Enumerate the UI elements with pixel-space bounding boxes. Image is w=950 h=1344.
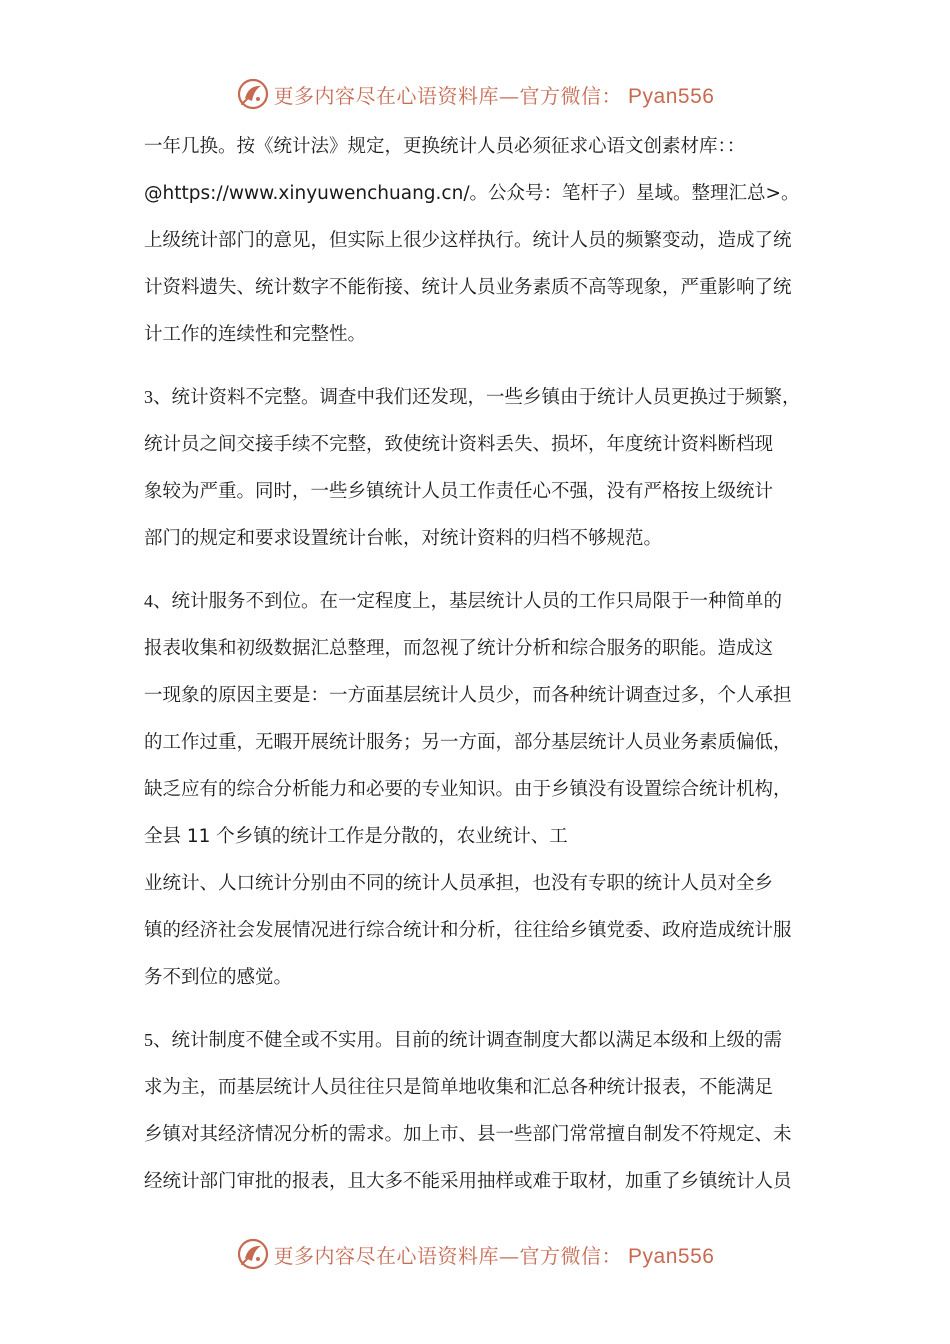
paragraph-4 — [144, 578, 824, 1001]
paragraph-line: 象较为严重。同时，一些乡镇统计人员工作责任心不强，没有严格按上级统计 — [144, 481, 774, 502]
paragraph-line: 计资料遗失、统计数字不能衔接、统计人员业务素质不高等现象，严重影响了统 — [144, 277, 792, 298]
paragraph-line: 部门的规定和要求设置统计台帐，对统计资料的归档不够规范。 — [144, 528, 663, 549]
paragraph-line — [144, 578, 824, 625]
paragraph-line: 报表收集和初级数据汇总整理，而忽视了统计分析和综合服务的职能。造成这 — [144, 638, 774, 659]
paragraph-line — [144, 1017, 824, 1064]
paragraph-line: 的工作过重，无暇开展统计服务；另一方面，部分基层统计人员业务素质偏低， — [144, 732, 792, 753]
line-text: 、统计资料不完整。调查中我们还发现，一些乡镇由于统计人员更换过于频繁， — [153, 387, 801, 408]
banner-official: 官方微信： — [519, 83, 623, 108]
banner-official: 官方微信： — [519, 1243, 623, 1268]
paragraph-line: 计工作的连续性和完整性。 — [144, 324, 367, 345]
brand-logo-icon — [236, 1237, 270, 1271]
paragraph-5 — [144, 1017, 824, 1205]
item-number: 4 — [144, 591, 153, 611]
item-number: 3 — [144, 387, 153, 407]
paragraph-line: 全县 11 个乡镇的统计工作是分散的，农业统计、工 — [144, 826, 568, 847]
banner-separator: — — [499, 1243, 520, 1268]
item-number: 5 — [144, 1030, 153, 1050]
paragraph-line: 上级统计部门的意见，但实际上很少这样执行。统计人员的频繁变动，造成了统 — [144, 230, 792, 251]
paragraph-line: 经统计部门审批的报表，且大多不能采用抽样或难于取材，加重了乡镇统计人员 — [144, 1171, 792, 1192]
banner-brand: 更多内容尽在心语资料库 — [273, 1243, 500, 1268]
paragraph-line: 乡镇对其经济情况分析的需求。加上市、县一些部门常常擅自制发不符规定、未 — [144, 1124, 792, 1145]
header-banner — [0, 74, 950, 114]
paragraph-3 — [144, 374, 824, 562]
paragraph-line: 缺乏应有的综合分析能力和必要的专业知识。由于乡镇没有设置综合统计机构， — [144, 779, 792, 800]
paragraph-line: 一年几换。按《统计法》规定，更换统计人员必须征求心语文创素材库：： — [144, 136, 746, 157]
paragraph-line: 业统计、人口统计分别由不同的统计人员承担，也没有专职的统计人员对全乡 — [144, 873, 774, 894]
footer-banner — [0, 1234, 950, 1274]
paragraph-line: 镇的经济社会发展情况进行综合统计和分析，往往给乡镇党委、政府造成统计服 — [144, 920, 792, 941]
paragraph-line: 求为主，而基层统计人员往往只是简单地收集和汇总各种统计报表，不能满足 — [144, 1077, 774, 1098]
paragraph-1 — [144, 123, 824, 358]
banner-separator: — — [499, 83, 520, 108]
line-text: 、统计服务不到位。在一定程度上，基层统计人员的工作只局限于一种简单的 — [153, 591, 783, 612]
paragraph-line: 统计员之间交接手续不完整，致使统计资料丢失、损坏，年度统计资料断档现 — [144, 434, 774, 455]
paragraph-line: 务不到位的感觉。 — [144, 967, 293, 988]
brand-logo-icon — [236, 77, 270, 111]
banner-text — [274, 80, 715, 109]
document-body — [144, 123, 824, 1205]
banner-text — [274, 1240, 715, 1269]
banner-handle: Pyan556 — [628, 84, 715, 108]
paragraph-line — [144, 374, 824, 421]
line-text: 、统计制度不健全或不实用。目前的统计调查制度大都以满足本级和上级的需 — [153, 1030, 783, 1051]
banner-brand: 更多内容尽在心语资料库 — [273, 83, 500, 108]
paragraph-line: 一现象的原因主要是：一方面基层统计人员少，而各种统计调查过多，个人承担 — [144, 685, 792, 706]
banner-handle: Pyan556 — [628, 1244, 715, 1268]
paragraph-line: @https://www.xinyuwenchuang.cn/。公众号：笔杆子）星域。整理汇总>。 — [144, 183, 800, 204]
